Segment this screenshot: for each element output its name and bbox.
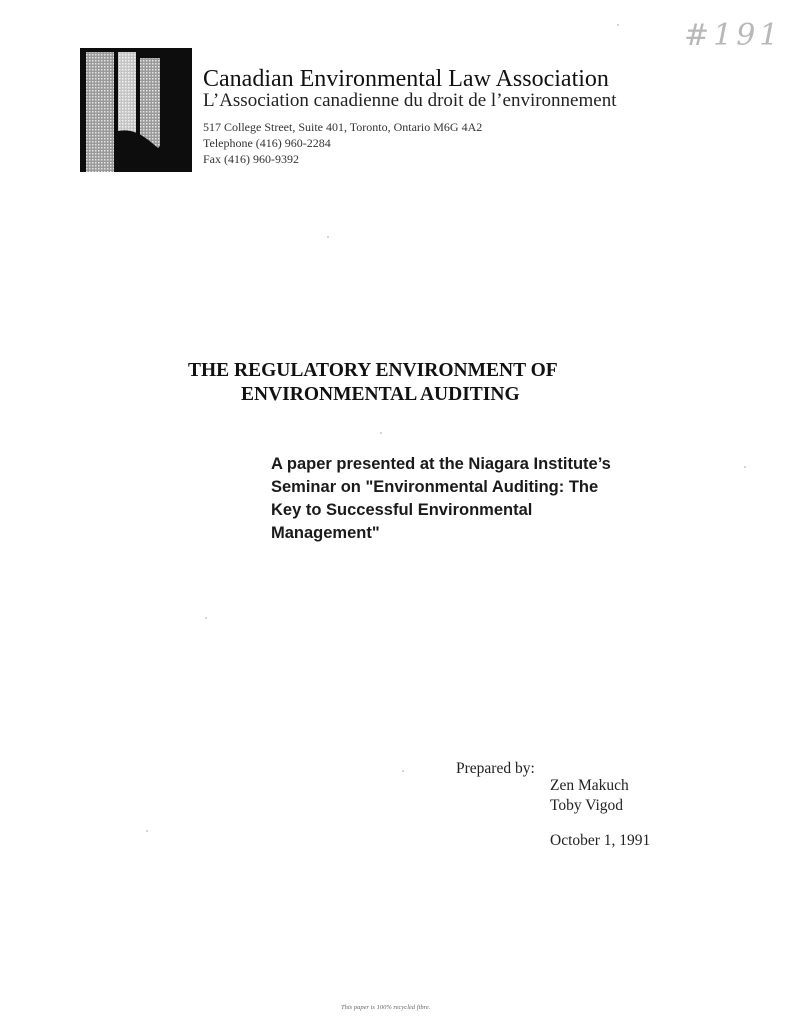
organization-name-french: L’Association canadienne du droit de l’environnement: [203, 90, 617, 111]
cela-logo-icon: [80, 48, 192, 172]
document-date: October 1, 1991: [550, 832, 651, 849]
recycled-paper-note: This paper is 100% recycled fibre.: [341, 1004, 431, 1011]
document-subtitle: A paper presented at the Niagara Institute’s Seminar on "Environmental Auditing: The Key to Successful Environmental Management": [271, 455, 611, 542]
document-title-line-1: THE REGULATORY ENVIRONMENT OF: [188, 360, 558, 381]
organization-name-english: Canadian Environmental Law Association: [203, 66, 609, 92]
document-title-line-2: ENVIRONMENTAL AUDITING: [241, 384, 520, 405]
scan-speck: [744, 466, 746, 468]
scan-speck: [617, 24, 619, 26]
scan-speck: [146, 830, 148, 832]
author-name: Zen Makuch: [550, 777, 629, 794]
scan-speck: [380, 432, 382, 434]
scan-speck: [205, 617, 207, 619]
scan-speck: [402, 770, 404, 772]
scan-speck: [327, 236, 329, 238]
author-name: Toby Vigod: [550, 797, 624, 814]
prepared-by-label: Prepared by:: [456, 760, 535, 777]
telephone-line: Telephone (416) 960-2284: [203, 136, 331, 150]
handwritten-document-number: #191: [684, 18, 783, 53]
fax-line: Fax (416) 960-9392: [203, 152, 299, 166]
address-line: 517 College Street, Suite 401, Toronto, Ontario M6G 4A2: [203, 120, 483, 134]
